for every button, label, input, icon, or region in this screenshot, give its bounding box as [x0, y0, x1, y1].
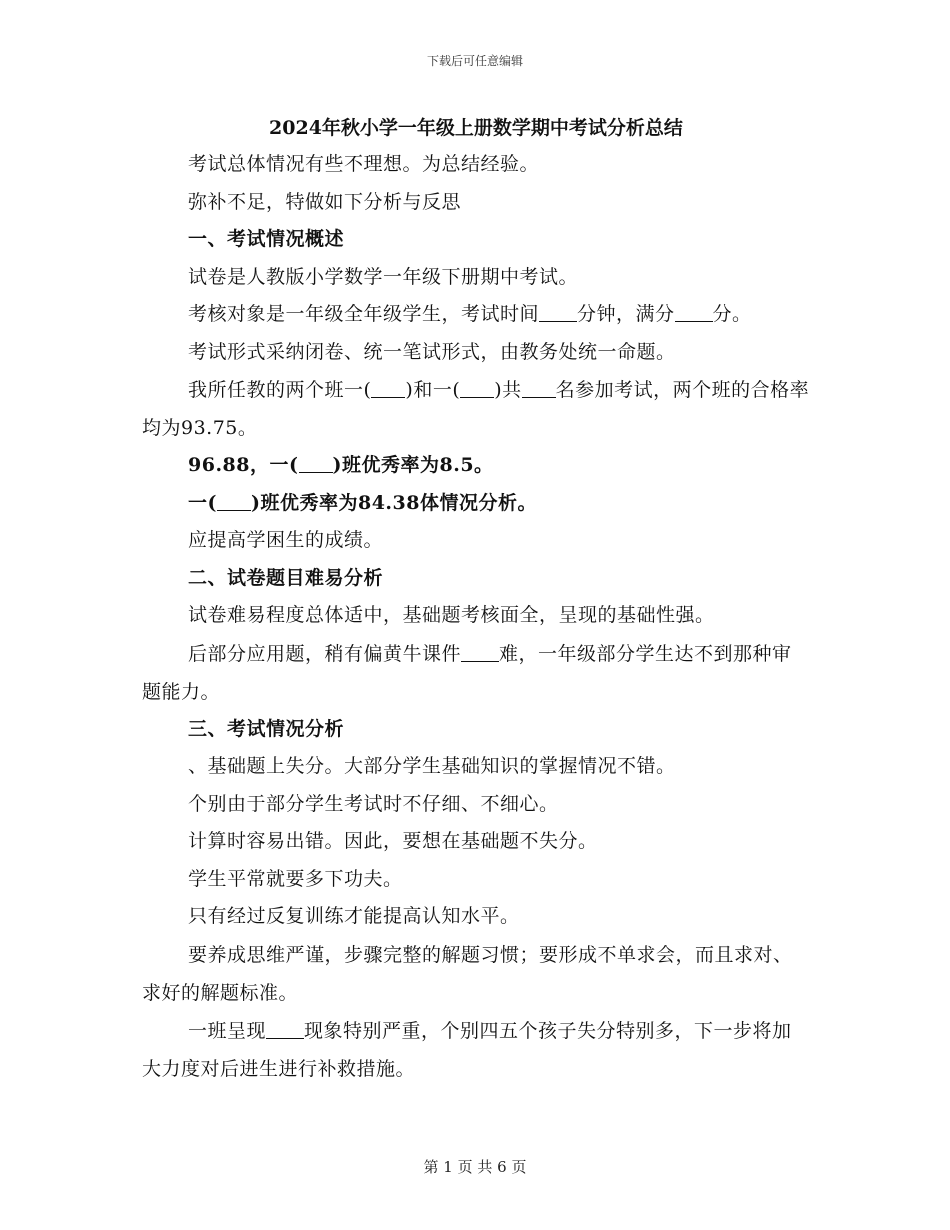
text-segment: )和一(	[405, 379, 461, 401]
fill-blank	[371, 378, 405, 398]
paragraph: 、基础题上失分。大部分学生基础知识的掌握情况不错。	[188, 755, 676, 777]
paragraph-with-blanks	[142, 635, 810, 711]
paragraph: 计算时容易出错。因此，要想在基础题不失分。	[188, 830, 598, 852]
paragraph: 应提高学困生的成绩。	[188, 529, 384, 551]
fill-blank	[460, 378, 494, 398]
fill-blank	[266, 1019, 304, 1039]
page-footer: 第 1 页 共 6 页	[423, 1158, 527, 1176]
page-header-note: 下载后可任意编辑	[426, 54, 523, 68]
document-body	[142, 112, 810, 1088]
text-segment: 考核对象是一年级全年级学生，考试时间	[188, 303, 540, 325]
fill-blank	[299, 453, 333, 473]
text-segment: )共	[494, 379, 522, 401]
section-heading-3: 三、考试情况分析	[188, 717, 345, 740]
paragraph: 只有经过反复训练才能提高认知水平。	[188, 905, 520, 927]
paragraph: 个别由于部分学生考试时不仔细、不细心。	[188, 792, 559, 815]
text-segment: 后部分应用题，稍有偏黄牛课件	[188, 642, 462, 665]
fill-blank	[539, 302, 577, 322]
paragraph: 试卷是人教版小学数学一年级下册期中考试。	[188, 265, 579, 288]
paragraph-with-blanks	[142, 371, 810, 447]
text-segment: 难，一年级部分学生达不到那种审题能力。	[142, 642, 792, 703]
section-heading-1: 一、考试情况概述	[188, 228, 345, 250]
text-segment: 现象特别严重，个别四五个孩子失分特别多，下一步将加大力度对后进生进行补救措施。	[142, 1019, 792, 1080]
text-segment: 一(	[188, 491, 217, 514]
paragraph: 考试总体情况有些不理想。为总结经验。	[188, 153, 540, 175]
fill-blank	[461, 642, 499, 662]
fill-blank	[675, 302, 713, 322]
text-segment: 96.88，一(	[188, 454, 299, 476]
paragraph-with-blanks	[142, 296, 810, 334]
text-segment: 一班呈现	[188, 1019, 267, 1042]
paragraph: 试卷难易程度总体适中，基础题考核面全，呈现的基础性强。	[188, 604, 715, 626]
text-segment: 分钟，满分	[577, 303, 675, 325]
paragraph: 考试形式采纳闭卷、统一笔试形式，由教务处统一命题。	[188, 340, 676, 363]
document-title: 2024年秋小学一年级上册数学期中考试分析总结	[269, 117, 683, 139]
fill-blank	[522, 378, 556, 398]
text-segment: 分。	[712, 303, 752, 325]
paragraph: 弥补不足，特做如下分析与反思	[188, 190, 462, 213]
fill-blank	[217, 491, 251, 511]
text-segment: )班优秀率为84.38体情况分析。	[251, 491, 537, 514]
text-segment: 我所任教的两个班一(	[188, 379, 372, 401]
text-segment: )班优秀率为8.5。	[332, 454, 494, 476]
paragraph: 学生平常就要多下功夫。	[188, 867, 403, 890]
paragraph: 要养成思维严谨，步骤完整的解题习惯；要形成不单求会，而且求对、求好的解题标准。	[142, 943, 793, 1004]
paragraph-with-blanks	[142, 447, 810, 485]
paragraph-with-blanks	[142, 485, 810, 523]
section-heading-2: 二、试卷题目难易分析	[188, 566, 384, 589]
text-segment: 名参加考试，两个班的合格率均为93.75。	[142, 379, 810, 439]
paragraph-with-blanks	[142, 1012, 810, 1088]
